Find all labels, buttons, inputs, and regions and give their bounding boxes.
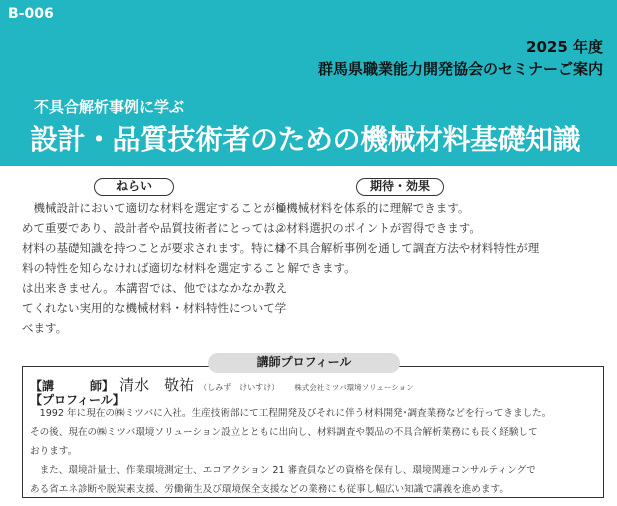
text-line: は出来きません。本講習では、他ではなかなか教え	[22, 281, 288, 295]
text-line: べます。	[22, 321, 68, 335]
lecturer-name: 清水 敬祐	[119, 376, 195, 394]
text-line: 1992 年に現在の㈱ミツバに入社。生産技術部にて工程開発及びそれに伴う材料開発･調査業務などを行ってきました。	[30, 408, 552, 419]
text-line: ある省エネ診断や脱炭素支援、労働衛生及び環境保全支援などの業務にも従事し幅広い知識で講義を進めます。	[30, 484, 509, 495]
effect-text	[276, 198, 539, 278]
course-code: B-006	[8, 6, 54, 22]
text-line: てくれない実用的な機械材料・材料特性について学	[22, 301, 287, 315]
aim-heading: ねらい	[94, 178, 174, 196]
subtitle: 不具合解析事例に学ぶ	[34, 98, 185, 116]
text-line: めて重要であり、設計者や品質技術者にとっては、	[22, 221, 287, 235]
text-line: 解できます。	[276, 261, 356, 275]
organizer: 群馬県職業能力開発協会のセミナーご案内	[317, 60, 603, 78]
text-line: 材料の基礎知識を持つことが要求されます。特に材	[22, 241, 286, 255]
text-line: ③不具合解析事例を通して調査方法や材料特性が理	[276, 241, 540, 255]
text-line: ①機械材料を体系的に理解できます。	[276, 201, 470, 215]
text-line: その後、現在の㈱ミツバ環境ソリューション設立とともに出向し、材料調査や製品の不具合解析業務にも長く経験して	[30, 427, 538, 438]
profile-heading: 講師プロフィール	[208, 353, 400, 373]
text-line: 料の特性を知らなければ適切な材料を選定すること	[22, 261, 287, 275]
profile-text	[30, 404, 600, 499]
text-line: おります。	[30, 446, 78, 457]
text-line: ②材料選択のポイントが習得できます。	[276, 221, 481, 235]
page-title: 設計・品質技術者のための機械材料基礎知識	[30, 123, 581, 156]
text-line: 機械設計において適切な材料を選定することが極	[22, 201, 287, 215]
lecturer-reading: （しみず けいすけ）	[199, 383, 280, 392]
aim-text	[22, 198, 287, 338]
text-line: また、環境計量士、作業環境測定士、エコアクション 21 審査員などの資格を保有し、環境関連コンサルティングで	[30, 465, 536, 476]
header-banner	[0, 0, 617, 166]
profile-label: 【プロフィール】	[30, 393, 125, 407]
effect-heading: 期待・効果	[356, 178, 444, 196]
fiscal-year: 2025 年度	[526, 38, 603, 56]
lecturer-label: 【講 師】	[30, 379, 115, 393]
lecturer-company: 株式会社ミツバ環境ソリューション	[294, 383, 414, 392]
